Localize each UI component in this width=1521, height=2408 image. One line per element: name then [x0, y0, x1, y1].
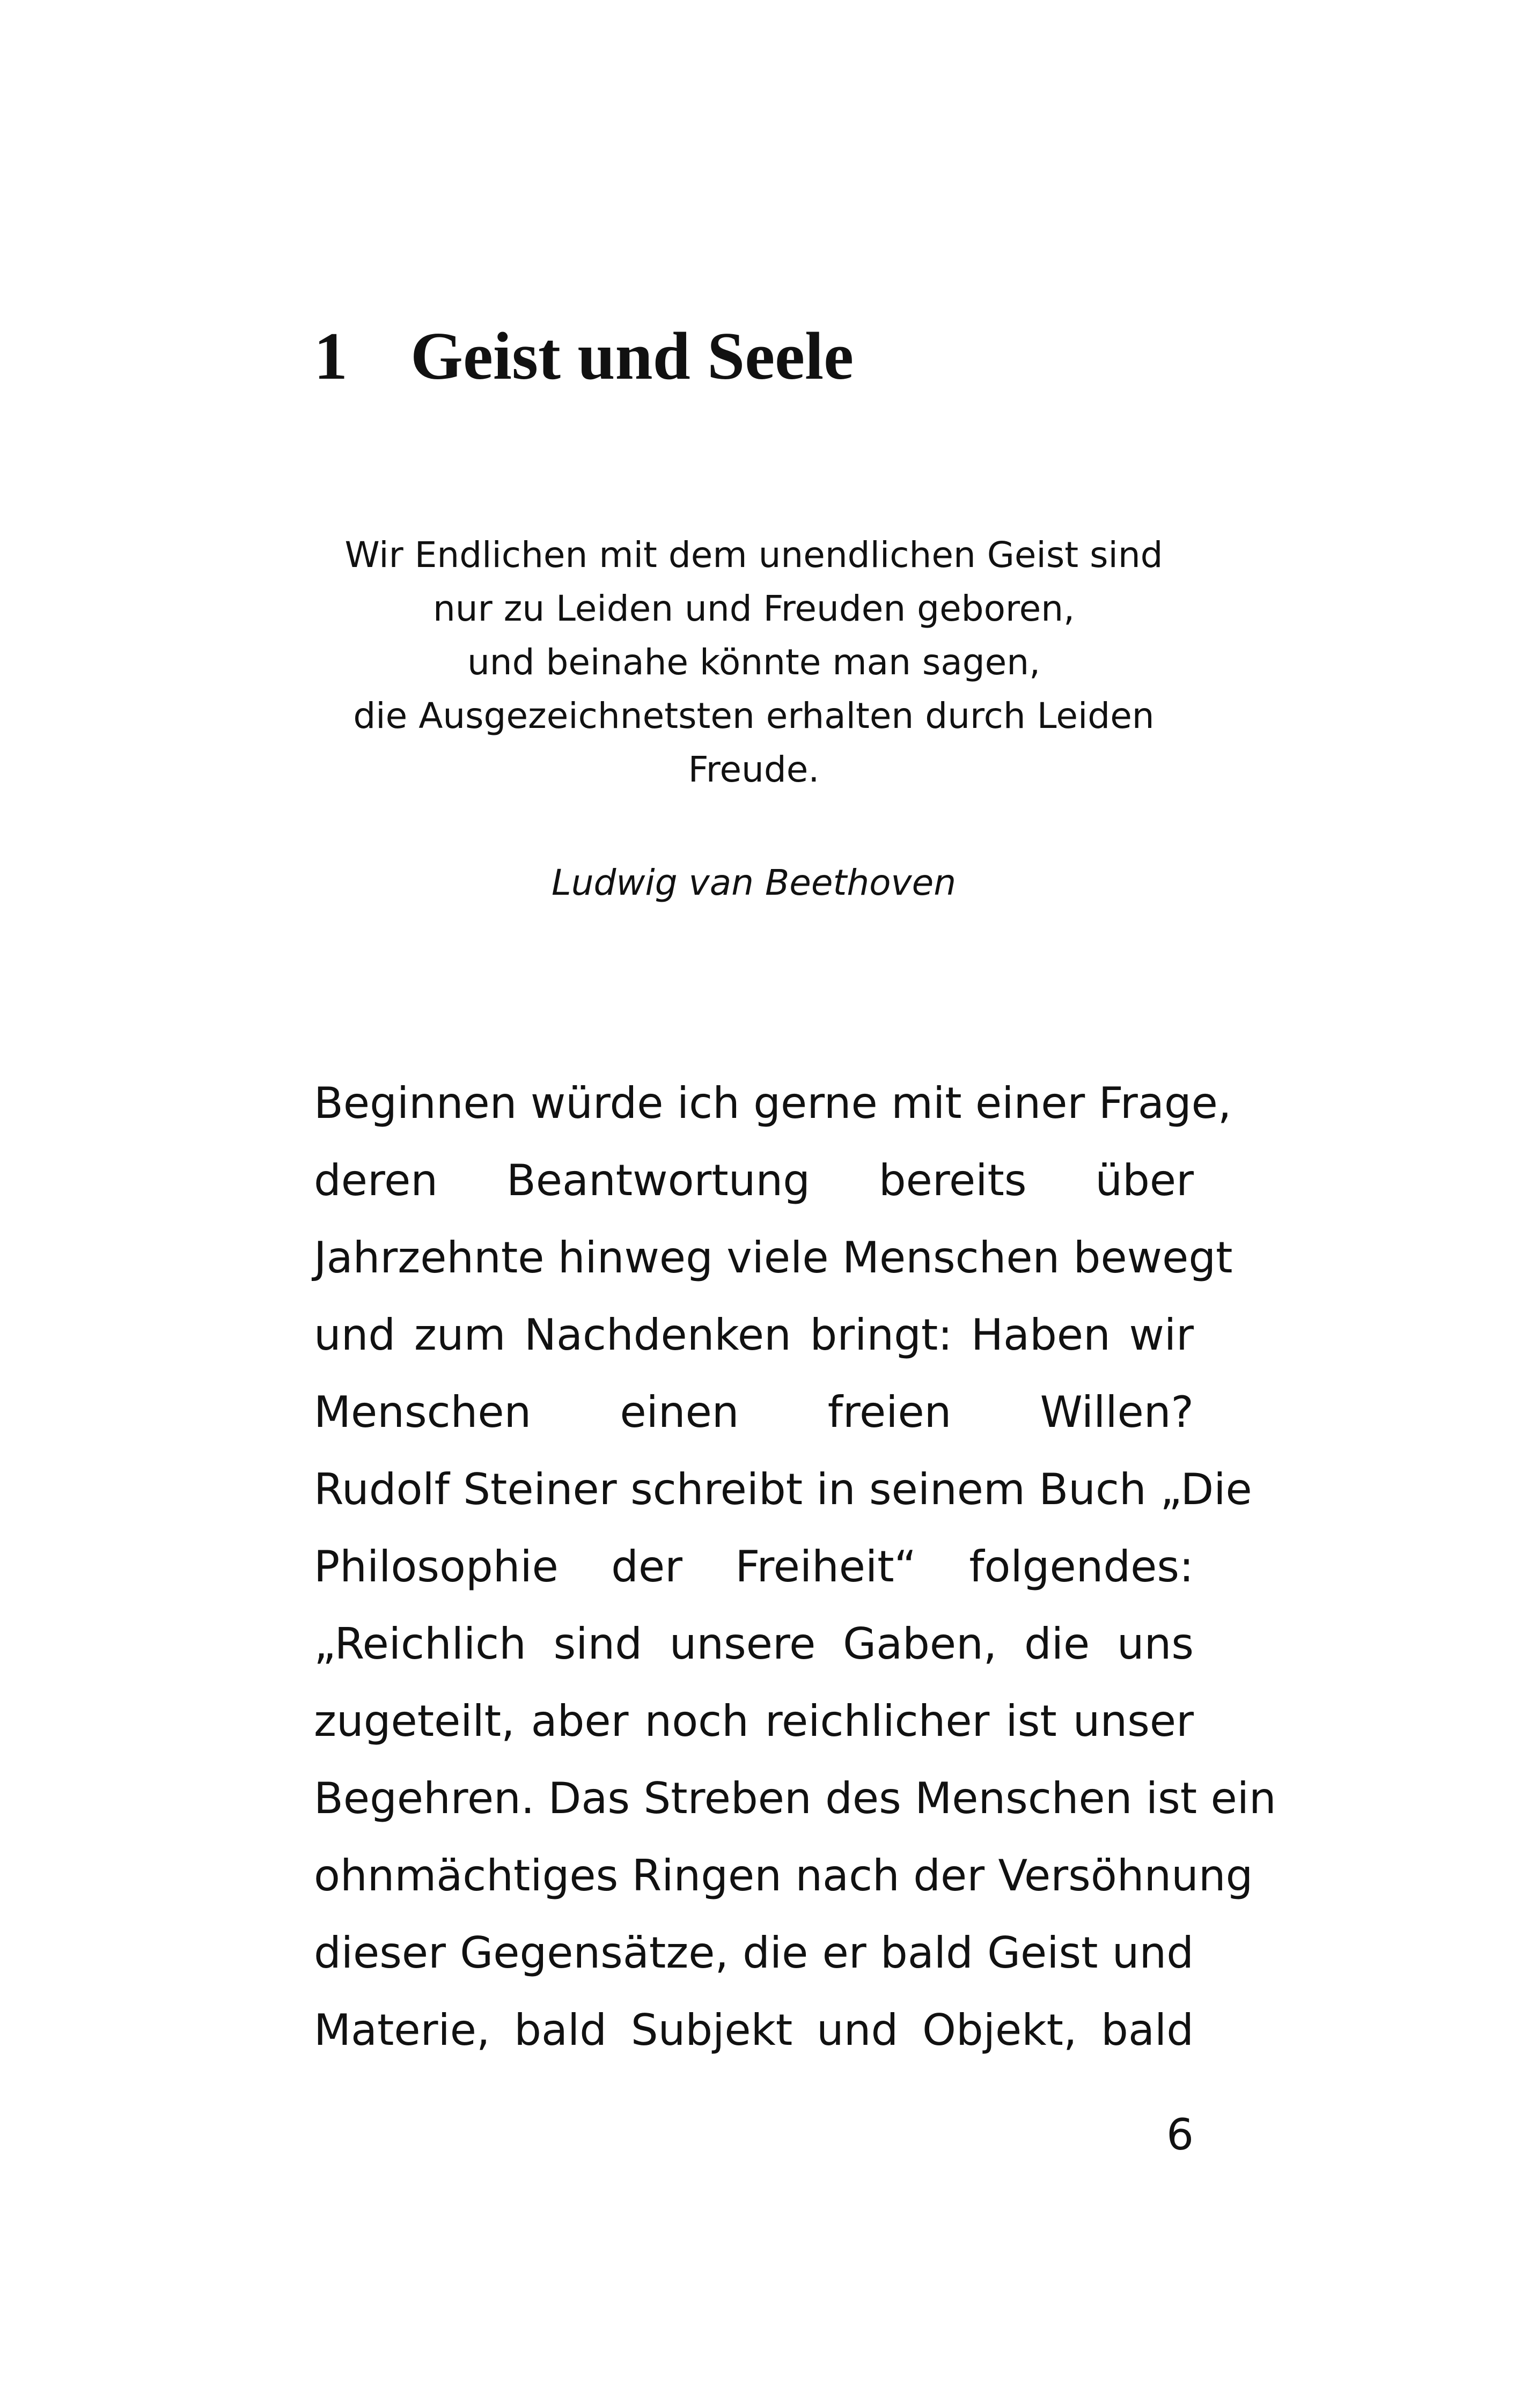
body-line: deren Beantwortung bereits über: [314, 1155, 1194, 1205]
body-line: ohnmächtiges Ringen nach der Versöhnung: [314, 1851, 1253, 1901]
page-number: 6: [1166, 2110, 1194, 2160]
chapter-heading: [314, 314, 854, 400]
chapter-title: Geist und Seele: [410, 319, 854, 394]
epigraph-line: Wir Endlichen mit dem unendlichen Geist sind: [344, 534, 1163, 576]
body-line: und zum Nachdenken bringt: Haben wir: [314, 1310, 1194, 1360]
epigraph-line: die Ausgezeichnetsten erhalten durch Leiden: [353, 695, 1155, 737]
body-line: Materie, bald Subjekt und Objekt, bald: [314, 2005, 1194, 2055]
epigraph-author: Ludwig van Beethoven: [551, 862, 957, 903]
body-line: Beginnen würde ich gerne mit einer Frage,: [314, 1078, 1232, 1128]
epigraph-line: und beinahe könnte man sagen,: [467, 642, 1041, 683]
body-line: Rudolf Steiner schreibt in seinem Buch „Die: [314, 1464, 1252, 1514]
body-line: dieser Gegensätze, die er bald Geist und: [314, 1928, 1194, 1978]
chapter-number: 1: [314, 319, 348, 394]
body-line: „Reichlich sind unsere Gaben, die uns: [314, 1619, 1194, 1669]
body-line: Philosophie der Freiheit“ folgendes:: [314, 1542, 1194, 1592]
body-line: Begehren. Das Streben des Menschen ist ein: [314, 1773, 1276, 1823]
body-text: [314, 1065, 1276, 2069]
body-line: Jahrzehnte hinweg viele Menschen bewegt: [314, 1233, 1233, 1283]
body-line: zugeteilt, aber noch reichlicher ist unser: [314, 1696, 1194, 1746]
epigraph: [300, 528, 1207, 797]
body-line: Menschen einen freien Willen?: [314, 1387, 1194, 1437]
epigraph-line: nur zu Leiden und Freuden geboren,: [432, 588, 1075, 629]
epigraph-line: Freude.: [688, 749, 820, 790]
